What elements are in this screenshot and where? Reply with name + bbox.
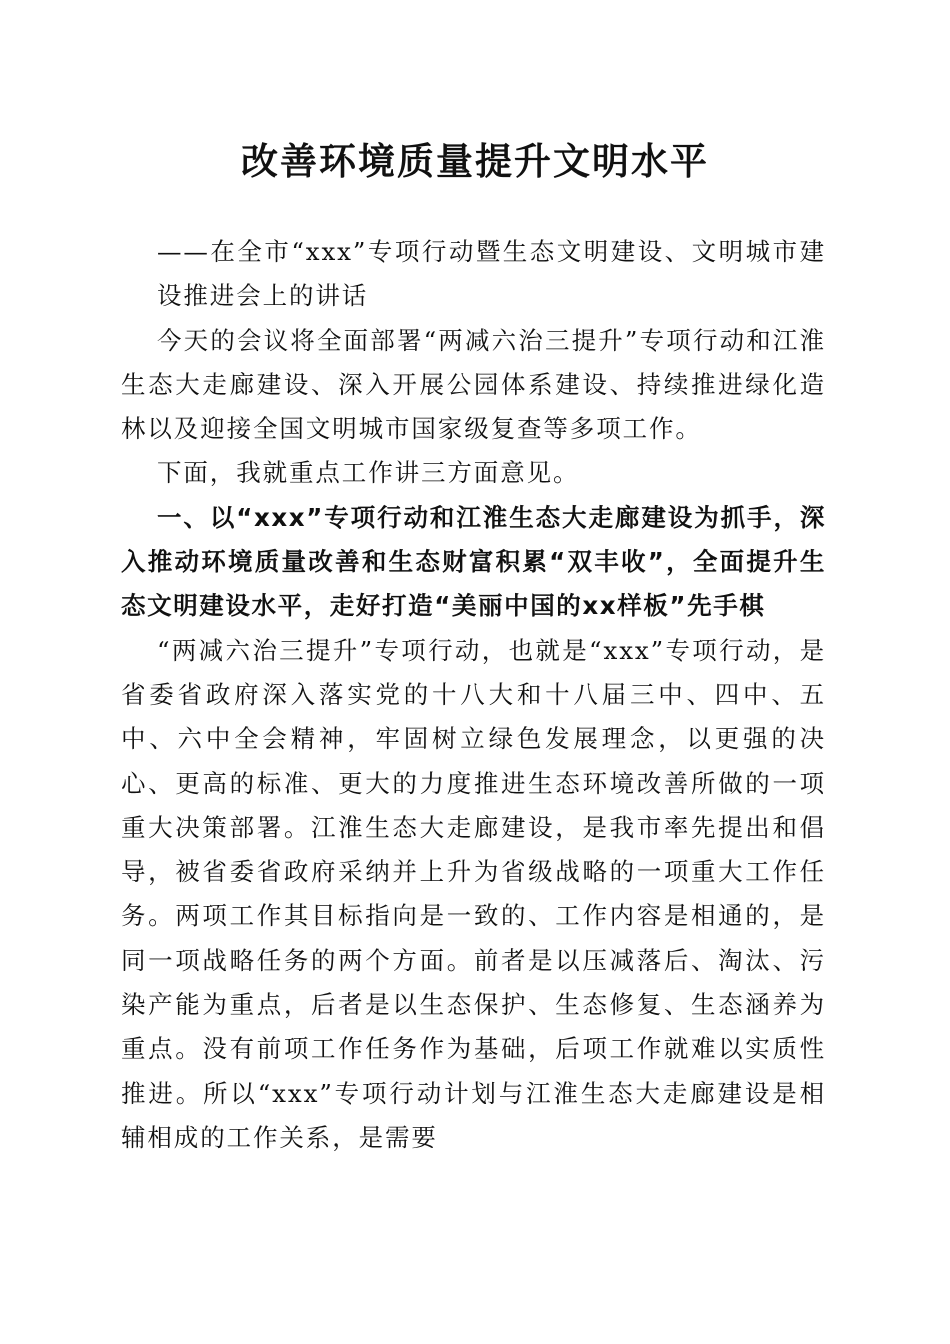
- paragraph-intro: 今天的会议将全面部署“两减六治三提升”专项行动和江淮生态大走廊建设、深入开展公园体系建设、持续推进绿化造林以及迎接全国文明城市国家级复查等多项工作。: [121, 325, 826, 444]
- paragraph-section-1: “两减六治三提升”专项行动，也就是“xxx”专项行动，是省委省政府深入落实党的十八大和十八届三中、四中、五中、六中全会精神，牢固树立绿色发展理念，以更强的决心、更高的标准、更大的力度推进生态环境改善所做的一项重大决策部署。江淮生态大走廊建设，是我市率先提出和倡导，被省委省政府采纳并上升为省级战略的一项重大工作任务。两项工作其目标指向是一致的、工作内容是相通的，是同一项战略任务的两个方面。前者是以压减落后、淘汰、污染产能为重点，后者是以生态保护、生态修复、生态涵养为重点。没有前项工作任务作为基础，后项工作就难以实质性推进。所以“xxx”专项行动计划与江淮生态大走廊建设是相辅相成的工作关系，是需要: [121, 635, 826, 1152]
- paragraph-overview: 下面，我就重点工作讲三方面意见。: [157, 458, 580, 488]
- document-body: [121, 230, 826, 1160]
- section-heading-1: 一、以“xxx”专项行动和江淮生态大走廊建设为抓手，深入推动环境质量改善和生态财富积累“双丰收”，全面提升生态文明建设水平，走好打造“美丽中国的xx样板”先手棋: [121, 502, 826, 621]
- document-title: 改善环境质量提升文明水平: [241, 139, 709, 183]
- document-subtitle: ——在全市“xxx”专项行动暨生态文明建设、文明城市建设推进会上的讲话: [157, 237, 826, 311]
